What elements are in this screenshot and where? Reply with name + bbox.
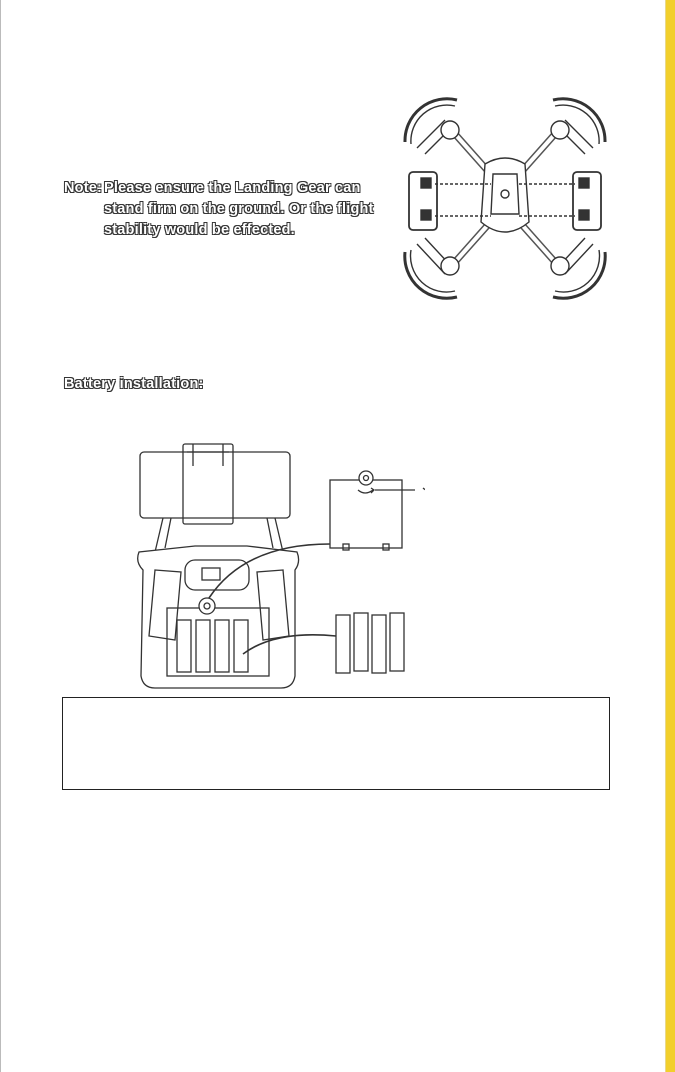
notice-box <box>62 697 610 790</box>
side-tab <box>666 0 675 1072</box>
transmitter-battery-diagram <box>125 440 425 690</box>
loose-batteries <box>336 613 404 673</box>
note-label: Note: <box>64 180 103 196</box>
page-border <box>0 0 1 1072</box>
battery-installation-title: Battery installation: <box>64 376 204 392</box>
landing-gear-note <box>64 178 374 241</box>
drone-landing-gear-diagram <box>395 92 615 307</box>
note-text: Please ensure the Landing Gear can stand firm on the ground. Or the flight stability would be effected. <box>104 180 374 238</box>
